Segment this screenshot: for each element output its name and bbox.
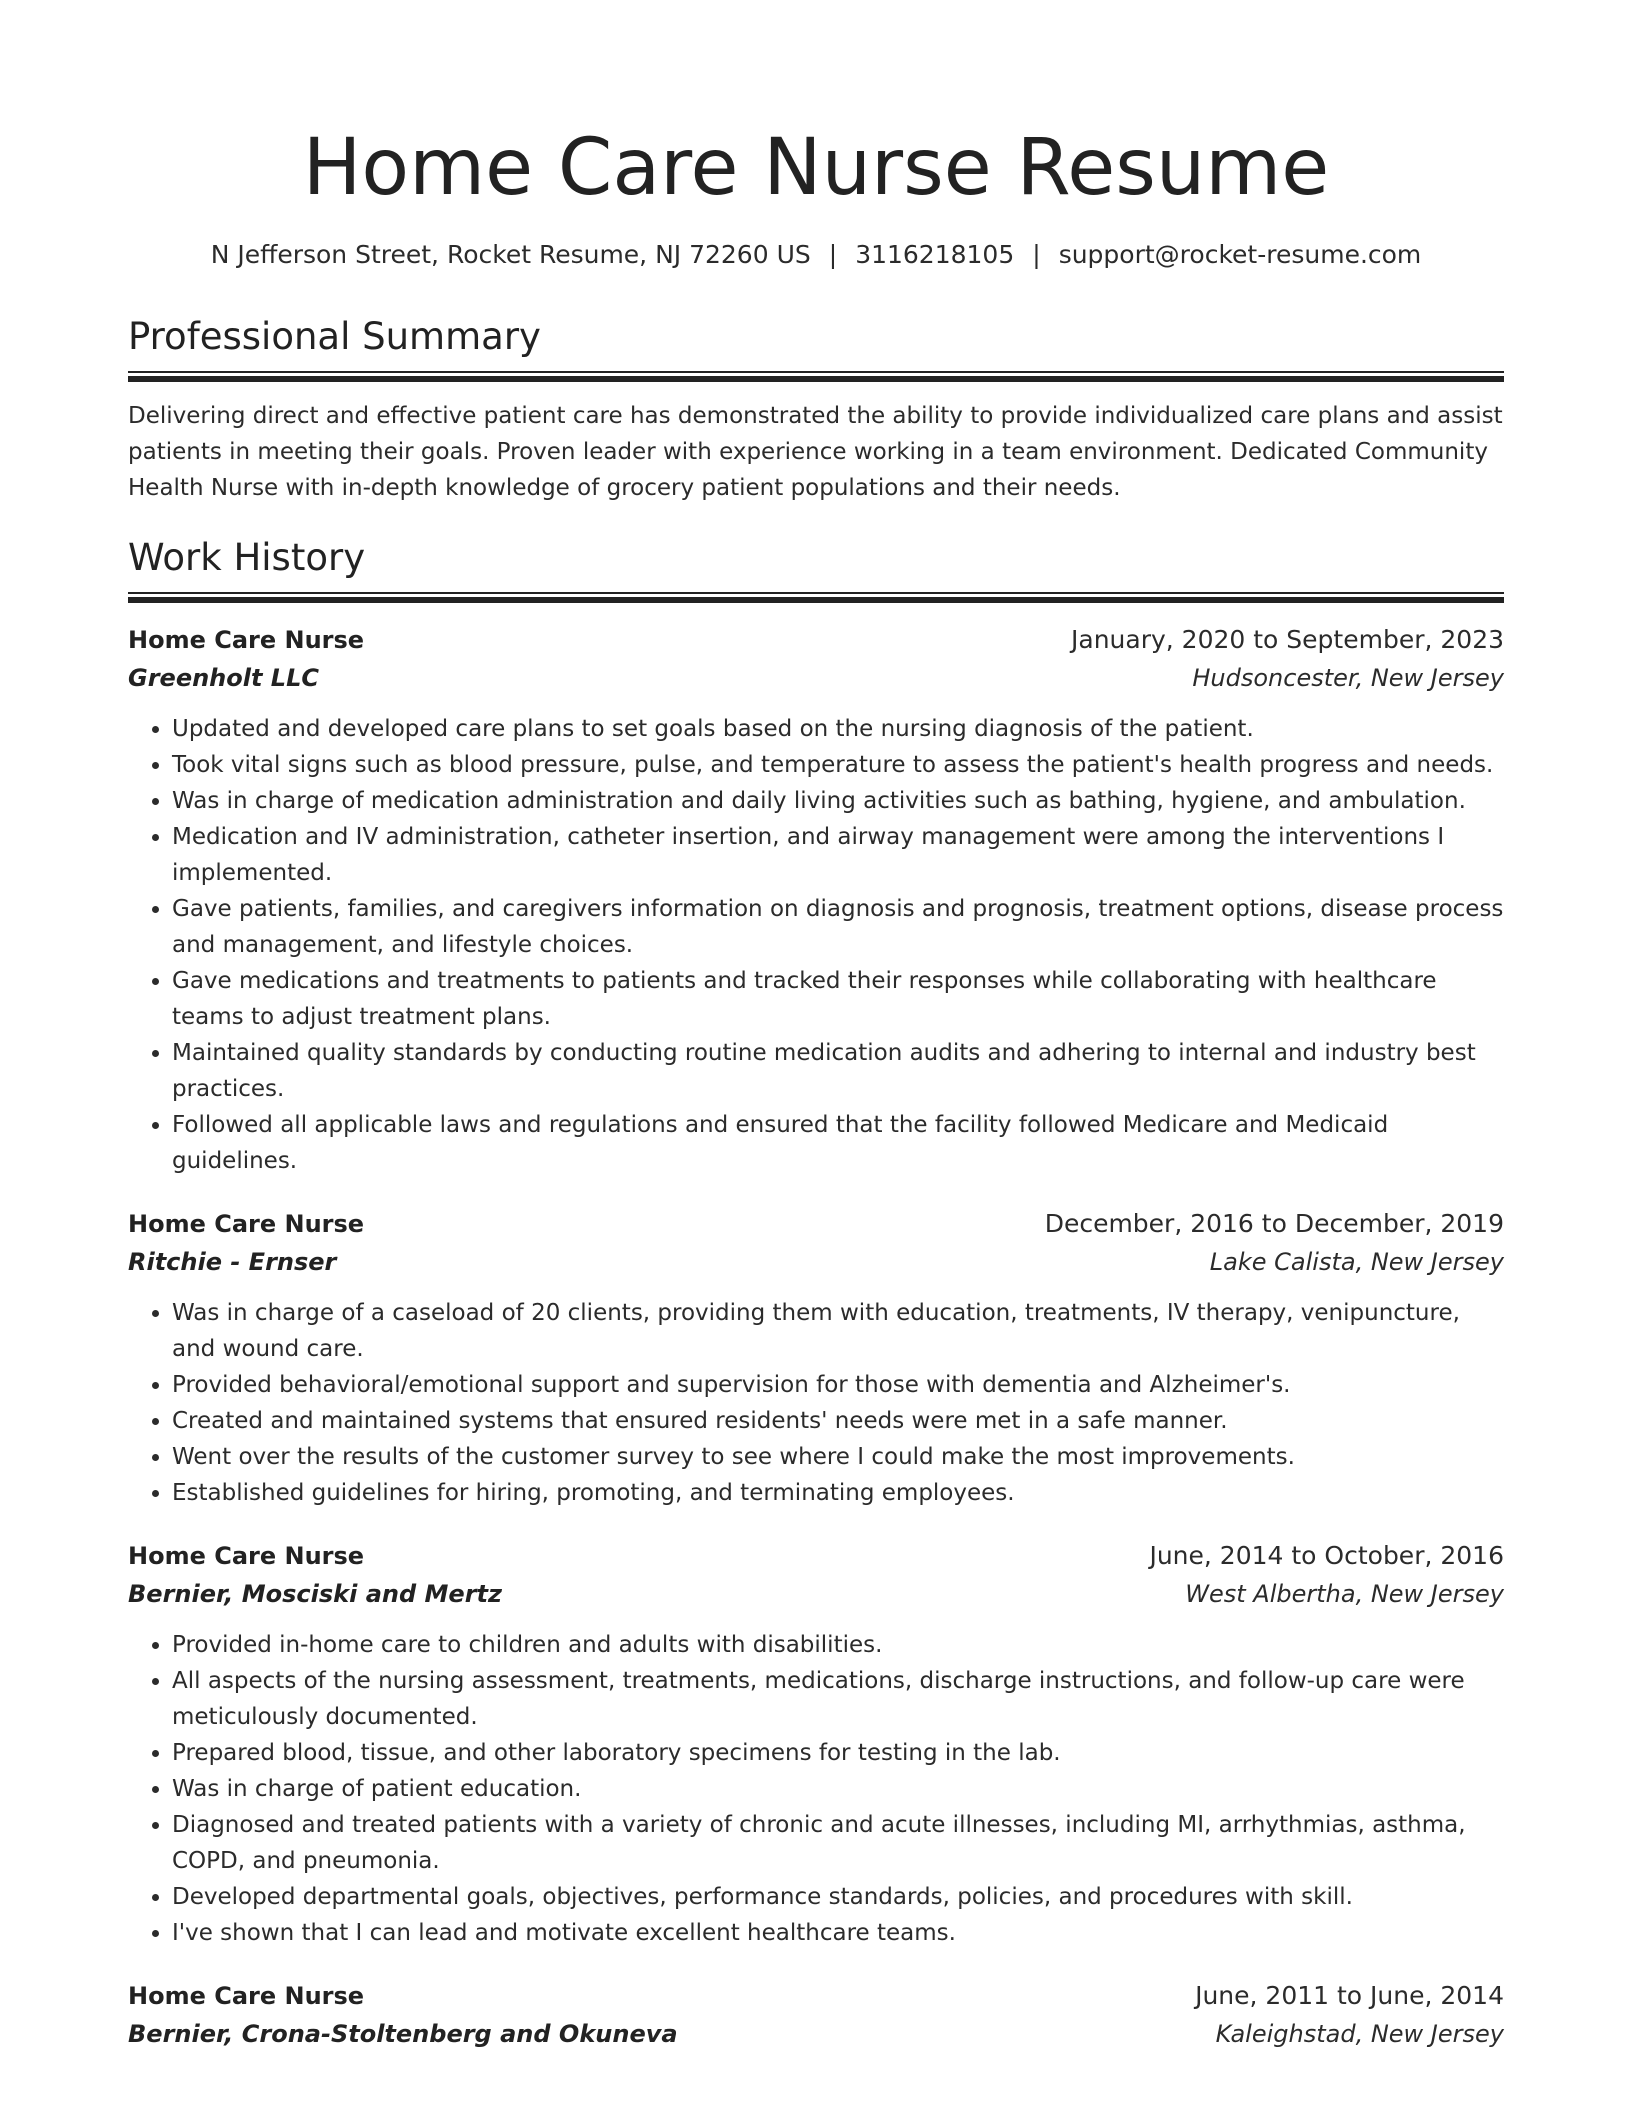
job-bullet: • Maintained quality standards by conducting routine medication audits and adhering to internal and industry best practices. [172, 1035, 1504, 1107]
job-bullet: • Was in charge of patient education. [172, 1771, 1504, 1807]
section-heading-summary: Professional Summary [128, 315, 541, 358]
job-company-row [128, 2015, 1504, 2053]
contact-separator: | [1032, 240, 1041, 269]
job-dates: June, 2014 to October, 2016 [1149, 1541, 1504, 1570]
job-location: West Albertha, New Jersey [1185, 1580, 1504, 1608]
work-history-section [128, 534, 1504, 2053]
contact-phone: 3116218105 [855, 240, 1015, 269]
job-dates: January, 2020 to September, 2023 [1071, 625, 1504, 654]
job-bullet: • Developed departmental goals, objectives, performance standards, policies, and procedures with skill. [172, 1879, 1504, 1915]
job-entry [128, 621, 1504, 1179]
job-bullet: • Gave medications and treatments to patients and tracked their responses while collaborating with healthcare teams to adjust treatment plans. [172, 963, 1504, 1035]
job-title: Home Care Nurse [128, 1982, 365, 2010]
job-company-row [128, 1243, 1504, 1281]
job-bullet: • Gave patients, families, and caregivers information on diagnosis and prognosis, treatment options, disease process and management, and lifestyle choices. [172, 891, 1504, 963]
job-title: Home Care Nurse [128, 1542, 365, 1570]
job-bullet: • Established guidelines for hiring, promoting, and terminating employees. [172, 1475, 1504, 1511]
job-location: Kaleighstad, New Jersey [1215, 2020, 1504, 2048]
job-location: Hudsoncester, New Jersey [1192, 664, 1504, 692]
job-bullet: • Went over the results of the customer survey to see where I could make the most improvements. [172, 1439, 1504, 1475]
job-title-row [128, 1977, 1504, 2015]
section-divider [128, 592, 1504, 603]
job-list [128, 621, 1504, 2053]
job-company-row [128, 659, 1504, 697]
job-title: Home Care Nurse [128, 1210, 365, 1238]
job-bullet: • Provided in-home care to children and adults with disabilities. [172, 1627, 1504, 1663]
job-title-row [128, 1205, 1504, 1243]
job-title: Home Care Nurse [128, 626, 365, 654]
job-title-row [128, 1537, 1504, 1575]
professional-summary-section [128, 313, 1504, 506]
job-entry [128, 1205, 1504, 1511]
job-bullet: • Medication and IV administration, catheter insertion, and airway management were among the interventions I implemented. [172, 819, 1504, 891]
section-heading-work: Work History [128, 536, 366, 579]
contact-separator: | [828, 240, 838, 269]
job-bullet: • Prepared blood, tissue, and other laboratory specimens for testing in the lab. [172, 1735, 1504, 1771]
job-company: Ritchie - Ernser [128, 1248, 337, 1276]
job-company: Bernier, Crona-Stoltenberg and Okuneva [128, 2020, 678, 2048]
job-bullet-list [128, 711, 1504, 1179]
job-dates: December, 2016 to December, 2019 [1044, 1209, 1504, 1238]
job-bullet: • Was in charge of a caseload of 20 clients, providing them with education, treatments, IV therapy, venipuncture, and wound care. [172, 1295, 1504, 1367]
job-bullet: • Was in charge of medication administration and daily living activities such as bathing, hygiene, and ambulation. [172, 783, 1504, 819]
job-company: Greenholt LLC [128, 664, 320, 692]
job-title-row [128, 621, 1504, 659]
job-bullet: • I've shown that I can lead and motivate excellent healthcare teams. [172, 1915, 1504, 1951]
job-entry [128, 1977, 1504, 2053]
job-dates: June, 2011 to June, 2014 [1195, 1981, 1504, 2010]
job-company: Bernier, Mosciski and Mertz [128, 1580, 502, 1608]
contact-email: support@rocket-resume.com [1058, 240, 1422, 269]
contact-address: N Jefferson Street, Rocket Resume, NJ 72260 US [210, 240, 811, 269]
resume-title: Home Care Nurse Resume [302, 123, 1330, 213]
job-bullet: • Updated and developed care plans to set goals based on the nursing diagnosis of the patient. [172, 711, 1504, 747]
job-bullet: • Took vital signs such as blood pressure, pulse, and temperature to assess the patient's health progress and needs. [172, 747, 1504, 783]
job-bullet: • Diagnosed and treated patients with a variety of chronic and acute illnesses, including MI, arrhythmias, asthma, COPD, and pneumonia. [172, 1807, 1504, 1879]
job-location: Lake Calista, New Jersey [1209, 1248, 1504, 1276]
job-bullet-list [128, 1627, 1504, 1951]
summary-text: Delivering direct and effective patient care has demonstrated the ability to provide individualized care plans and assist patients in meeting their goals. Proven leader with experience working in a team environment. Dedicated Community Health Nurse with in-depth knowledge of grocery patient populations and their needs. [128, 403, 1503, 501]
job-bullet: • All aspects of the nursing assessment, treatments, medications, discharge instructions, and follow-up care were meticulously documented. [172, 1663, 1504, 1735]
section-divider [128, 371, 1504, 382]
job-company-row [128, 1575, 1504, 1613]
job-bullet-list [128, 1295, 1504, 1511]
job-entry [128, 1537, 1504, 1951]
job-bullet: • Followed all applicable laws and regulations and ensured that the facility followed Medicare and Medicaid guidelines. [172, 1107, 1504, 1179]
job-bullet: • Created and maintained systems that ensured residents' needs were met in a safe manner. [172, 1403, 1504, 1439]
job-bullet: • Provided behavioral/emotional support and supervision for those with dementia and Alzheimer's. [172, 1367, 1504, 1403]
contact-line [128, 238, 1504, 272]
